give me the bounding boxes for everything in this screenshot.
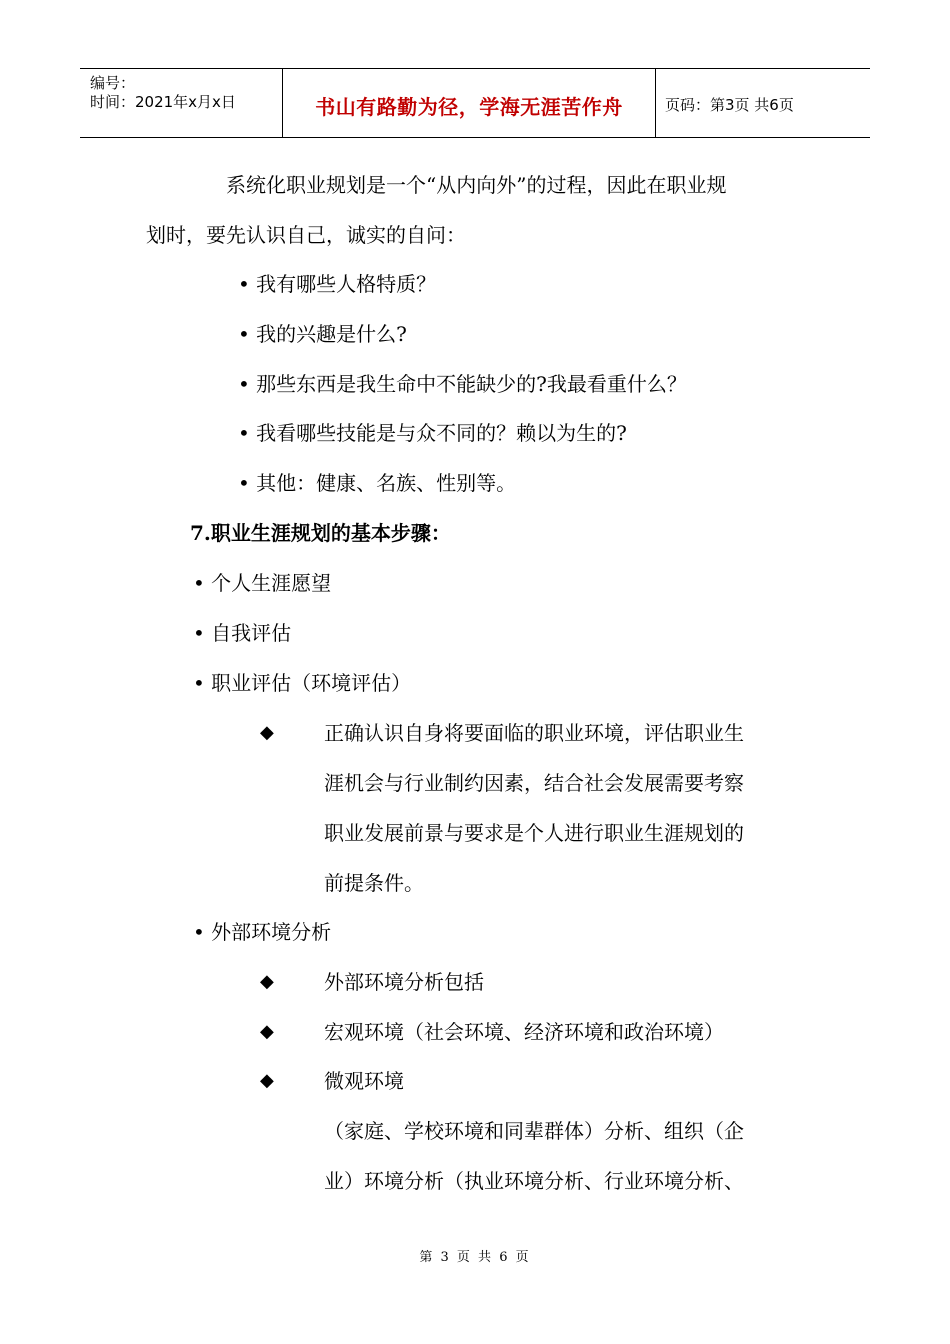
question-item: • 其他：健康、名族、性别等。 [238,471,517,495]
career-eval-detail-line: 前提条件。 [324,871,424,895]
intro-paragraph-line-2: 划时，要先认识自己，诚实的自问： [146,223,466,247]
career-eval-detail-line: 涯机会与行业制约因素，结合社会发展需要考察 [324,771,744,795]
career-eval-detail-line: 职业发展前景与要求是个人进行职业生涯规划的 [324,821,744,845]
step-item: • 自我评估 [193,621,292,645]
page-footer: 第 3 页 共 6 页 [419,1250,531,1265]
question-item: • 我看哪些技能是与众不同的？赖以为生的? [238,421,627,445]
micro-detail-line: 业）环境分析（执业环境分析、行业环境分析、 [324,1169,744,1193]
diamond-bullet-icon: ◆ [260,722,274,743]
diamond-bullet-icon: ◆ [260,1070,274,1091]
external-item: 外部环境分析包括 [324,970,484,994]
section-heading: 7.职业生涯规划的基本步骤： [190,521,451,545]
question-item: • 那些东西是我生命中不能缺少的?我最看重什么？ [238,372,687,396]
header-middle-cell [282,69,656,137]
diamond-bullet-icon: ◆ [260,1021,274,1042]
step-item-external: • 外部环境分析 [193,920,332,944]
question-item: • 我的兴趣是什么? [238,322,407,346]
intro-paragraph-line-1: 系统化职业规划是一个“从内向外”的过程，因此在职业规 [226,173,727,197]
micro-detail-line: （家庭、学校环境和同辈群体）分析、组织（企 [324,1119,744,1143]
header-motto: 书山有路勤为径，学海无涯苦作舟 [315,95,623,119]
question-item: • 我有哪些人格特质？ [238,272,437,296]
career-eval-detail-line: 正确认识自身将要面临的职业环境，评估职业生 [324,721,744,745]
step-item: • 职业评估（环境评估） [193,671,412,695]
document-header [80,68,870,138]
external-item: 宏观环境（社会环境、经济环境和政治环境） [324,1020,724,1044]
diamond-bullet-icon: ◆ [260,971,274,992]
header-page-info: 页码：第3页 共6页 [665,96,794,114]
document-number-label: 编号： [90,74,136,92]
document-time-label: 时间：2021年x月x日 [90,93,236,111]
header-right-cell [655,69,870,137]
header-left-cell [80,69,282,137]
step-item: • 个人生涯愿望 [193,571,332,595]
external-item: 微观环境 [324,1069,404,1093]
